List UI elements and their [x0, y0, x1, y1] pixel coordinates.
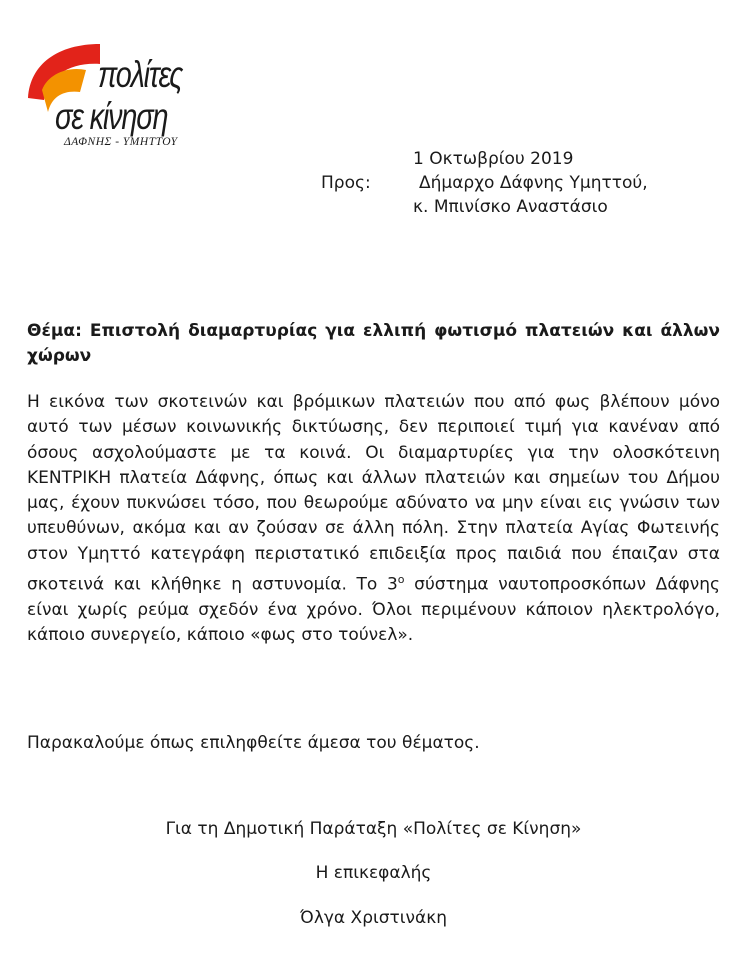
signature-role: Η επικεφαλής	[315, 863, 432, 883]
signature-organization: Για τη Δημοτική Παράταξη «Πολίτες σε Κίνηση»	[165, 819, 582, 839]
recipient-title: κ. Μπινίσκο Αναστάσιο	[413, 197, 608, 217]
letter-body-paragraph	[27, 390, 720, 649]
letter-closing-request: Παρακαλούμε όπως επιληφθείτε άμεσα του θέματος.	[27, 733, 480, 753]
letter-date: 1 Οκτωβρίου 2019	[413, 149, 574, 169]
recipient-name: Δήμαρχο Δάφνης Υμηττού,	[419, 173, 648, 193]
letter-subject: Θέμα: Επιστολή διαμαρτυρίας για ελλιπή φωτισμό πλατειών και άλλων χώρων	[27, 321, 720, 366]
logo-text-line3: ΔΑΦΝΗΣ - ΥΜΗΤΤΟΥ	[64, 136, 178, 148]
organization-logo	[24, 40, 214, 155]
logo-text-line2: σε κίνηση	[55, 96, 168, 137]
recipient-label: Προς:	[321, 173, 371, 193]
signature-name: Όλγα Χριστινάκη	[300, 908, 447, 928]
ordinal-superscript: ο	[397, 573, 405, 587]
logo-text-line1: πολίτες	[98, 54, 183, 95]
body-text-part2: σύστημα ναυτοπροσκόπων Δάφνης είναι χωρίς ρεύμα σχεδόν ένα χρόνο. Όλοι περιμένουν κάποιον ηλεκτρολόγο, κάποιο συνεργείο, κάποιο «φως στο τούνελ».	[27, 574, 720, 646]
body-text-part1: Η εικόνα των σκοτεινών και βρόμικων πλατειών που από φως βλέπουν μόνο αυτό των μέσων κοινωνικής δικτύωσης, δεν περιποιεί τιμή για κανέναν από όσους ασχολούμαστε με τα κοινά. Οι διαμαρτυρίες για την ολοσκότεινη ΚΕΝΤΡΙΚΗ πλατεία Δάφνης, όπως και άλλων πλατειών και σημείων του Δήμου μας, έχουν πυκνώσει τόσο, που θεωρούμε αδύνατο να μην είναι εις γνώσιν των υπευθύνων, ακόμα και αν ζούσαν σε άλλη πόλη. Στην πλατεία Αγίας Φωτεινής στον Υμηττό κατεγράφη περιστατικό επιδειξία προς παιδιά που έπαιζαν στα σκοτεινά και κλήθηκε η αστυνομία. Το 3	[27, 392, 720, 595]
